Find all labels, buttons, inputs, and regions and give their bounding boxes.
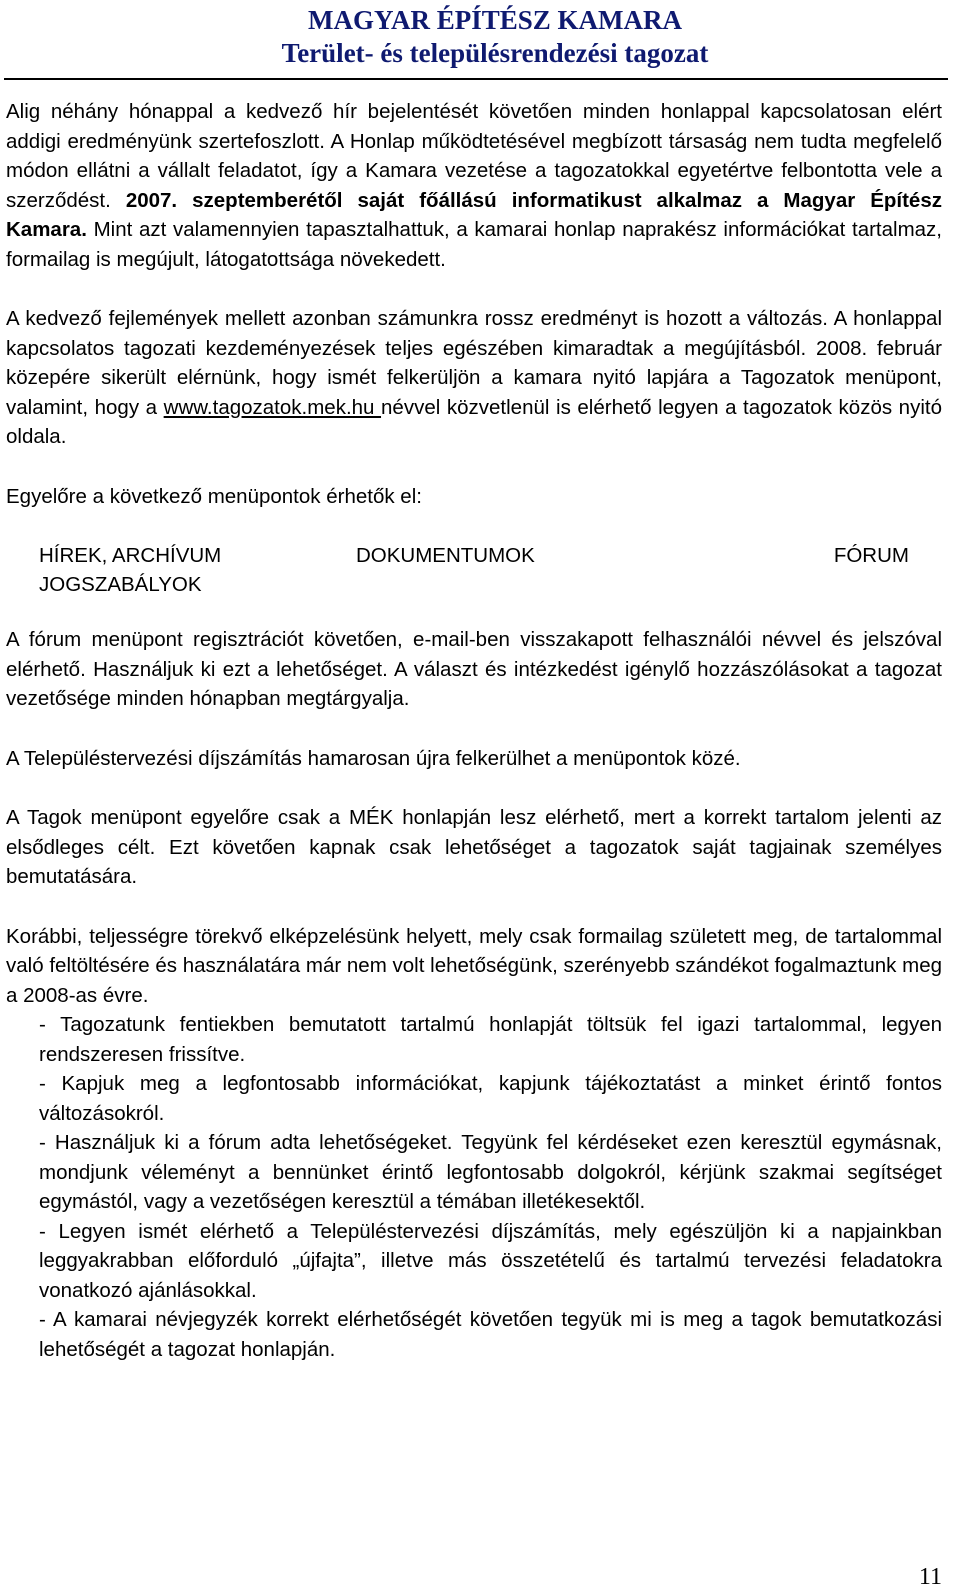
menu-item-dokumentumok: DOKUMENTUMOK: [356, 544, 535, 567]
paragraph-change-text2: névvel közvetlenül is elérhető legyen a tagozatok közös nyitó oldala.: [6, 395, 942, 448]
list-item: - Legyen ismét elérhető a Településtervezési díjszámítás, mely egészüljön ki a napjainkban leggyakrabban előforduló „újfajta”, illetve más összetételű és tartalmú tervezési feladatokra vonatkozó ajánlásokkal.: [39, 1219, 942, 1302]
paragraph-intro-bold: 2007. szeptemberétől saját főállású informatikust alkalmaz a Magyar Építész Kamara.: [6, 188, 942, 241]
paragraph-intro-text: Alig néhány hónappal a kedvező hír bejelentését követően minden honlappal kapcsolatosan elért addigi eredményünk szertefoszlott. A Honlap működtetésével megbízott társaság nem tudta megfelelő módon ellátni a vállalt feladatot, így a Kamara vezetése a tagozatokkal egyetértve felbontotta vele a szerződést.: [6, 100, 942, 212]
menu-items-row: [39, 541, 909, 570]
list-item: - Használjuk ki a fórum adta lehetőségeket. Tegyünk fel kérdéseket ezen keresztül egymásnak, mondjunk véleményt a bennünket érintő legfontosabb dolgokról, kérjünk szakmai segítséget egymástól, vagy a vezetőségen keresztül a témában illetékesektől.: [39, 1131, 942, 1213]
paragraph-menu-intro: Egyelőre a következő menüpontok érhetők el:: [6, 484, 422, 508]
paragraph-forum: A fórum menüpont regisztrációt követően, e-mail-ben visszakapott felhasználói névvel és jelszóval elérhető. Használjuk ki ezt a lehetőséget. A választ és intézkedést igénylő hozzászólásokat a tagozat vezetősége minden hónapban megtárgyalja.: [6, 628, 942, 710]
menu-item-hirek-archivum: HÍREK, ARCHÍVUM: [39, 544, 222, 567]
header-divider: [4, 78, 948, 80]
page-number: 11: [918, 1564, 942, 1590]
page-header: [0, 0, 960, 70]
menu-item-jogszabalyok: JOGSZABÁLYOK: [39, 573, 202, 596]
list-item: - A kamarai névjegyzék korrekt elérhetőségét követően tegyük mi is meg a tagok bemutatkozási lehetőségét a tagozat honlapján.: [39, 1308, 942, 1361]
paragraph-change: [6, 304, 942, 452]
document-body: [6, 97, 942, 1364]
paragraph-tagok: A Tagok menüpont egyelőre csak a MÉK honlapján lesz elérhető, mert a korrekt tartalom jelenti az elsődleges célt. Ezt követően kapnak csak lehetőséget a tagozatok saját tagjainak személyes bemutatására.: [6, 806, 942, 888]
paragraph-intro: [6, 97, 942, 274]
list-item: - Kapjuk meg a legfontosabb információkat, kapjunk tájékoztatást a minket érintő fontos változásokról.: [39, 1072, 942, 1125]
plans-list: [6, 1010, 942, 1364]
paragraph-plans: Korábbi, teljességre törekvő elképzelésünk helyett, mely csak formailag született meg, de tartalommal való feltöltésére és használatára már nem volt lehetőségünk, szerényebb szándékot fogalmaztunk meg a 2008-as évre.: [6, 924, 942, 1007]
tagozatok-link[interactable]: www.tagozatok.mek.hu: [163, 395, 382, 419]
list-item: - Tagozatunk fentiekben bemutatott tartalmú honlapját töltsük fel igazi tartalommal, legyen rendszeresen frissítve.: [39, 1013, 942, 1066]
paragraph-intro-text2: Mint azt valamennyien tapasztalhattuk, a kamarai honlap naprakész információkat tartalmaz, formailag is megújult, látogatottsága növekedett.: [6, 218, 942, 271]
menu-item-forum: FÓRUM: [833, 544, 909, 567]
header-section: Terület- és településrendezési tagozat: [281, 38, 709, 68]
paragraph-dijszamitas: A Településtervezési díjszámítás hamarosan újra felkerülhet a menüpontok közé.: [6, 746, 741, 770]
header-organization: MAGYAR ÉPÍTÉSZ KAMARA: [307, 5, 683, 35]
paragraph-change-text: A kedvező fejlemények mellett azonban számunkra rossz eredményt is hozott a változás. A honlappal kapcsolatos tagozati kezdeményezések teljes egészében kimaradtak a megújításból. 2008. február közepére sikerült elérnünk, hogy ismét felkerüljön a kamara nyitó lapjára a Tagozatok menüpont, valamint, hogy a: [6, 307, 942, 419]
